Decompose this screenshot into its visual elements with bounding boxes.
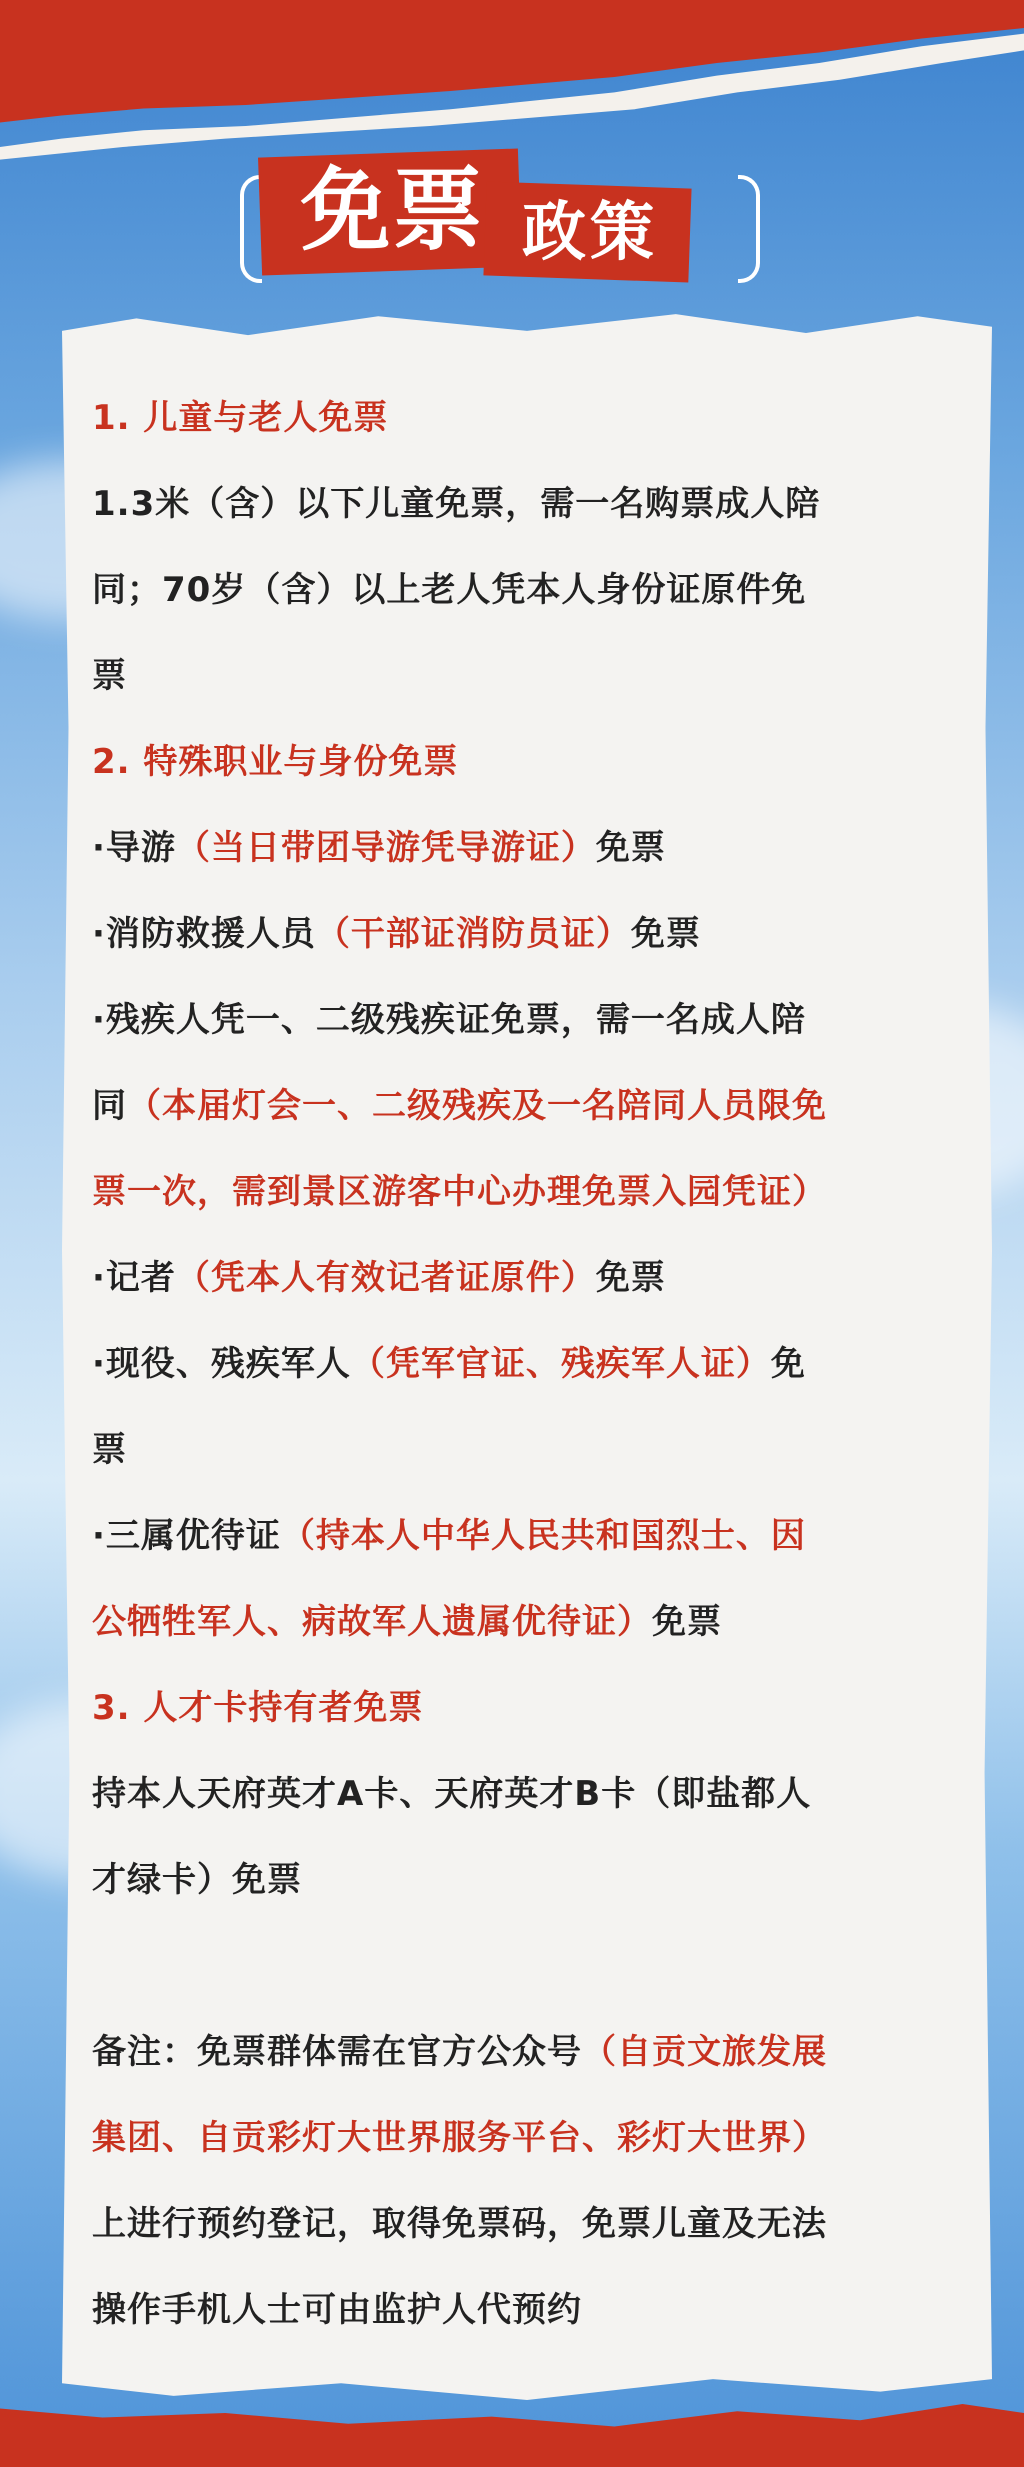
item-condition: 公牺牲军人、病故军人遗属优待证） [92, 1602, 652, 1642]
item-martyr [92, 1493, 952, 1579]
item-result: 免票 [652, 1602, 722, 1642]
note-line4: 操作手机人士可由监护人代预约 [92, 2290, 582, 2330]
section-heading-talent-card: 3. 人才卡持有者免票 [92, 1688, 424, 1728]
item-condition: （持本人中华人民共和国烈士、因 [280, 1516, 806, 1556]
note-label: 备注：免票群体需在官方公众号 [92, 2032, 582, 2072]
item-disabled-line2 [92, 1063, 952, 1149]
section-heading-special-occupation: 2. 特殊职业与身份免票 [92, 742, 459, 782]
item-condition: （凭本人有效记者证原件） [175, 1258, 596, 1298]
text-line: 票 [92, 656, 127, 696]
item-martyr-line2 [92, 1579, 952, 1665]
item-result: 免票 [595, 828, 666, 868]
item-label: ·消防救援人员 [92, 914, 316, 954]
item-military-line2: 票 [92, 1430, 127, 1470]
section-heading-children-elderly: 1. 儿童与老人免票 [92, 398, 389, 438]
item-label: ·三属优待证 [92, 1516, 281, 1556]
item-disabled-line3: 票一次，需到景区游客中心办理免票入园凭证） [92, 1172, 827, 1212]
text-line: 持本人天府英才A卡、天府英才B卡（即盐都人 [92, 1774, 812, 1814]
item-condition: （本届灯会一、二级残疾及一名陪同人员限免 [127, 1086, 827, 1126]
policy-content [92, 375, 952, 2353]
page-title [240, 135, 760, 305]
item-label: ·现役、残疾军人 [92, 1344, 351, 1384]
item-disabled-line1: ·残疾人凭一、二级残疾证免票，需一名成人陪 [92, 1000, 806, 1040]
item-condition: （当日带团导游凭导游证） [175, 828, 596, 868]
item-condition: （凭军官证、残疾军人证） [350, 1344, 771, 1384]
item-text: 同 [92, 1086, 127, 1126]
item-result: 免 [770, 1344, 806, 1384]
title-sub-text: 政策 [522, 196, 658, 270]
text-line: 才绿卡）免票 [92, 1860, 302, 1900]
note-line1 [92, 2009, 952, 2095]
item-condition: （干部证消防员证） [315, 914, 631, 954]
item-result: 免票 [630, 914, 701, 954]
note-condition: （自贡文旅发展 [582, 2032, 827, 2072]
item-reporter [92, 1235, 952, 1321]
text-line: 1.3米（含）以下儿童免票，需一名购票成人陪 [92, 484, 821, 524]
item-result: 免票 [595, 1258, 666, 1298]
item-label: ·导游 [92, 828, 176, 868]
note-line2: 集团、自贡彩灯大世界服务平台、彩灯大世界） [92, 2118, 827, 2158]
spacer [92, 1923, 952, 2009]
item-firefighter [92, 891, 952, 977]
text-line: 同；70岁（含）以上老人凭本人身份证原件免 [92, 570, 807, 610]
item-label: ·记者 [92, 1258, 176, 1298]
right-bracket-decoration [738, 175, 760, 283]
note-line3: 上进行预约登记，取得免票码，免票儿童及无法 [92, 2204, 827, 2244]
item-tour-guide [92, 805, 952, 891]
title-main-text: 免票 [300, 158, 485, 263]
item-military [92, 1321, 952, 1407]
